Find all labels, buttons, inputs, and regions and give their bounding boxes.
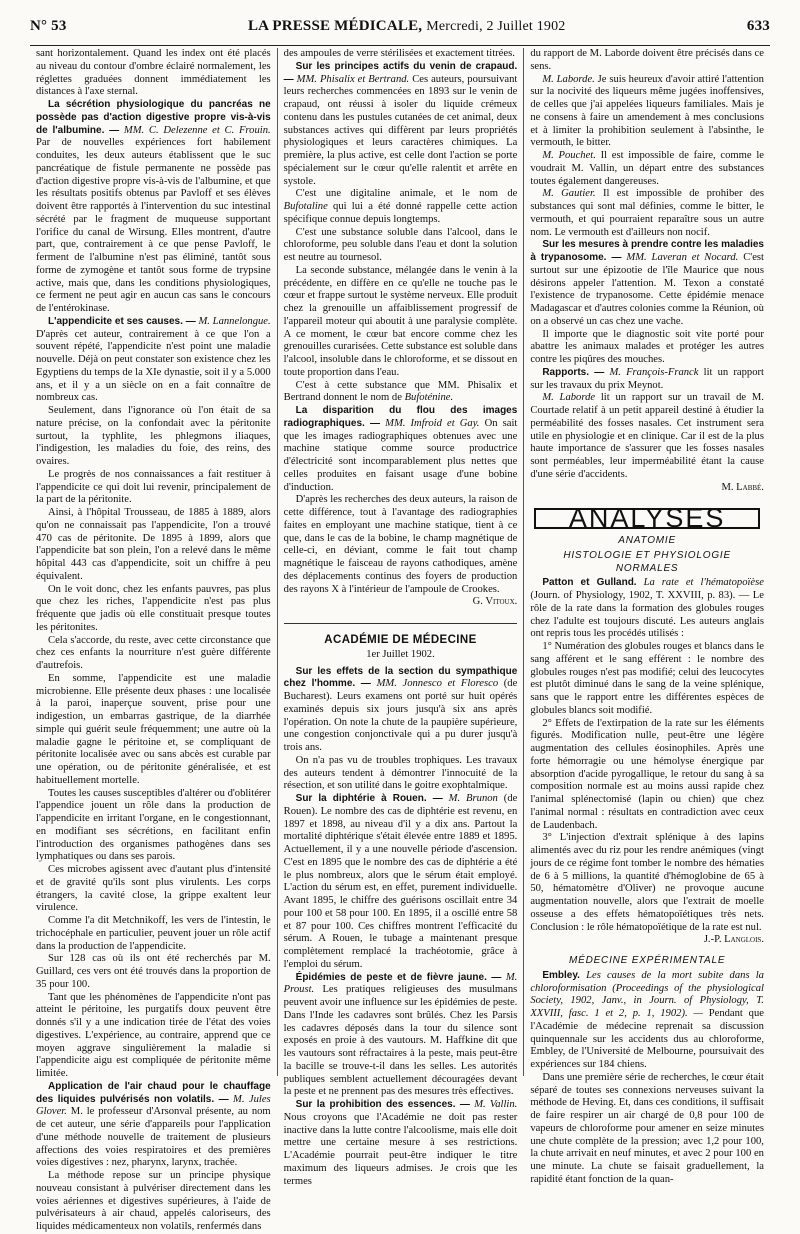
paragraph bbox=[36, 316, 271, 405]
paragraph bbox=[284, 405, 518, 494]
signature: G. Vitoux. bbox=[472, 596, 518, 608]
paragraph bbox=[530, 188, 764, 239]
paragraph: Ces microbes agissent avec d'autant plus d'intensité et de gravité qu'ils sont plus virulents. Les corps étrangers, la cavité close, la grippe exaltent leur virulence. bbox=[36, 864, 271, 914]
paragraph: D'après les recherches des deux auteurs, la raison de cette différence, tout à l'avantage des radiographies faites en employant une machine statique, tient à ce que, dans le cas de la bobine, le champ magnétique de celle-ci, en déviant, comme le fait tout champ magnétique le faisceau de rayons cathodiques, amène des déplacements continus des foyers de production des rayons X à l'intérieur de l'ampoule de Crookes. bbox=[283, 494, 518, 595]
article-authors: M. Vallin. bbox=[474, 1099, 518, 1110]
session-date: 1er Juillet 1902. bbox=[366, 648, 435, 660]
article-heading: Patton et Gulland. bbox=[542, 577, 637, 589]
paragraph: Dans une première série de recherches, le cœur était séparé de toutes ses connexions nerveuses suivant la méthode de Heving. Et, dans ces conditions, il suffisait de faire respirer un air chargé de 0,8 pour 100 de vapeurs de chloroforme pour amener en seize minutes une chute complète de la pression; avec 1,2 pour 100, la chute arrivait en neuf minutes, et avec 2 pour 100 en une minute. La chute se faisait graduellement, la rapidité étant fonction de la quan- bbox=[530, 1071, 764, 1185]
paragraph bbox=[284, 793, 518, 972]
article-authors: M. Jules Glover. bbox=[36, 1093, 271, 1118]
paragraph bbox=[530, 150, 764, 188]
paragraph: Toutes les causes susceptibles d'altérer ou d'oblitérer l'appendice jouent un rôle dans la production de l'appendicite en irritant l'organe, en le congestionnant, en modifiant ses sécrétions, en facilitant enfin l'introduction des organismes pathogènes dans ses lymphatiques ou dans ses parois. bbox=[36, 787, 271, 863]
speaker: M. Laborde. bbox=[542, 73, 595, 85]
subsection-medecine-experimentale: MÉDECINE EXPÉRIMENTALE bbox=[568, 955, 726, 966]
paragraph: En somme, l'appendicite est une maladie microbienne. Elle présente deux phases : une localisée à la paroi, inaperçue souvent, prise pour une indigestion, un embarras gastrique, de la diarrhée simple qui guérit seule fréquemment; une autre où la maladie gagne le péritoine et, se compliquant de péritonite localisée avec ou sans abcès est curable par une opération, ou de péritonite généralisée, et est habituellement mortelle. bbox=[36, 672, 271, 786]
paragraph-text: Le rôle de la rate dans la formation des globules rouges chez l'adulte est toujours discuté. Les auteurs anglais ont repris tous les procédés utilisés : bbox=[530, 590, 764, 640]
reference: (Journ. of Physiology, 1902, T. XXVIII, p. 83). — bbox=[530, 590, 750, 601]
article-heading: Sur la prohibition des essences. — bbox=[295, 1099, 470, 1110]
paragraph: On le voit donc, chez les enfants pauvres, pas plus que chez les riches, l'appendicite n'est pas plus fréquente que jadis où elle constituait presque toutes les péritonites. bbox=[36, 583, 271, 633]
article-authors: MM. Phisalix et Bertrand. bbox=[296, 73, 410, 85]
paragraph-text: Pendant que l'Académie de médecine reprenait sa discussion quinquennale sur les accidents dus au chloroforme, Embley, de l'Université de Melbourne, poursuivait des expériences sur 184 chiens. bbox=[530, 1008, 764, 1070]
paragraph bbox=[284, 666, 518, 755]
article-authors: M. Brunon bbox=[448, 793, 498, 804]
italic-term: Bufotaline bbox=[283, 201, 328, 212]
article-heading: La disparition du flou des images radiographiques. — bbox=[283, 405, 518, 429]
paragraph: Sur 128 cas où ils ont été recherchés par M. Guillard, ces vers ont été trouvés dans la proportion de 35 pour 100. bbox=[36, 953, 271, 990]
paragraph-text: Il est impossible de faire, comme le voudrait M. Vallin, un départ entre des substances toutes également dangereuses. bbox=[530, 150, 764, 187]
column-2 bbox=[277, 48, 524, 1187]
speaker: M. Pouchet. bbox=[542, 150, 596, 161]
page-number: 633 bbox=[746, 18, 770, 34]
journal-title-line bbox=[248, 18, 566, 35]
article-heading: Sur les mesures à prendre contre les maladies à trypanosome. — bbox=[530, 239, 764, 263]
speaker: M. Gautier. bbox=[542, 188, 596, 200]
paragraph bbox=[530, 239, 764, 328]
signature: M. Labbé. bbox=[721, 481, 764, 493]
paragraph-text: Ces auteurs, poursuivant leurs recherches commencées en 1893 sur le venin de crapaud, ont réussi à isoler du liquide crémeux contenu dans les pustules cutanées de cet animal, deux substances actives qui diffèrent par leurs propriétés physiologiques et leurs caractères chimiques. La première, la plus active, est celle dont l'action se porte spécialement sur le cœur qu'elle ralentit et arrête en systole. bbox=[283, 73, 518, 187]
paragraph: Cela s'accorde, du reste, avec cette circonstance que chez ces enfants la nourriture n'est guère différente d'autrefois. bbox=[36, 634, 271, 671]
paragraph-text: (de Bucharest). Leurs examens ont porté sur huit opérés examinés depuis six jours jusqu'à six ans après l'opération. On note la chute de la paupière supérieure, une congestion conjonctivale qui a pu durer jusqu'à trois ans. bbox=[283, 678, 518, 753]
analyses-banner: ANALYSES bbox=[534, 508, 760, 529]
paragraph: On n'a pas vu de troubles trophiques. Les travaux des auteurs tendent à démontrer l'innocuité de la résection, et son utilité dans le goitre exophtalmique. bbox=[283, 754, 518, 792]
paragraph: Il importe que le diagnostic soit vite porté pour abattre les animaux malades et protéger les autres contre les piqûres des mouches. bbox=[530, 328, 764, 365]
paragraph bbox=[36, 99, 271, 316]
paragraph-text: Nous croyons que l'Académie ne doit pas rester inactive dans la lutte contre l'alcoolisme, mais elle doit mettre une certaine mesure à ses restrictions. L'Académie pourrait peut-être indiquer le titre maximum des liqueurs admises. Je crois que les termes bbox=[283, 1111, 518, 1187]
paragraph bbox=[284, 61, 518, 189]
paragraph-text: C'est à cette substance que MM. Phisalix et Bertrand donnent le nom de bbox=[283, 379, 518, 404]
paragraph bbox=[284, 1099, 518, 1188]
subsection-anatomie: ANATOMIE bbox=[618, 535, 676, 546]
issue-number: N° 53 bbox=[30, 18, 67, 34]
paragraph bbox=[284, 972, 518, 1100]
paragraph: C'est une substance soluble dans l'alcool, dans le chloroforme, peu soluble dans l'eau et dont la solution est neutre au tournesol. bbox=[283, 226, 518, 263]
italic-term: Bufoténine. bbox=[404, 392, 454, 404]
signature: J.-P. Langlois. bbox=[703, 934, 764, 946]
paragraph: Ainsi, à l'hôpital Trousseau, de 1885 à 1889, alors qu'on ne connaissait pas l'appendicite, l'on a trouvé 470 cas de péritonite. De 1895 à 1899, alors que l'appendicite bat son plein, l'on a relevé dans le même hôpital 443 cas d'appendicite, soit un chiffre à peu équivalent. bbox=[36, 507, 271, 582]
column-1 bbox=[30, 48, 277, 1232]
paragraph: Tant que les phénomènes de l'appendicite n'ont pas atteint le péritoine, les purgatifs doux peuvent être donnés s'il y a une indication tirée de l'état des voies digestives. L'expérience, au contraire, apprend que ce moyen aggrave singulièrement la maladie si l'appendicite aigu est compliquée de péritonite même limitée. bbox=[36, 991, 271, 1079]
paragraph bbox=[530, 577, 764, 641]
paragraph: des ampoules de verre stérilisées et exactement titrées. bbox=[283, 48, 515, 59]
paragraph-text: Il est impossible de prohiber des substances qui sont mal définies, comme le bitter, le vermouth, et qui pourraient reparaître sous un autre nom. Le vermouth est d'ailleurs non nocif. bbox=[530, 188, 764, 238]
article-heading: Sur les principes actifs du venin de crapaud. — bbox=[283, 60, 518, 85]
paragraph-text: (de Rouen). Le nombre des cas de diphtérie est revenu, en 1897 et 1898, au niveau d'il y a dix ans. Partout la mortalité diphtérique s'était élevée entre 1889 et 1895. Actuellement, il y a une nouvelle période d'ascension. C'est en 1895 que le nombre des cas de diphtérie a été le plus nombreux, alors que le sérum était employé. L'action du sérum est, en effet, purement individuelle. Avant 1895, le chiffre des guérisons oscillait entre 34 pour 100 et 58 pour 100. En 1895, il a oscillé entre 58 et 87 pour 100. Ces chiffres montrent l'efficacité du sérum. A Rouen, le tubage a maintenant presque complètement remplacé la trachéotomie, grâce à l'emploi du sérum. bbox=[283, 793, 518, 970]
paragraph-text: Par de nouvelles expériences fort habilement conduites, les deux auteurs établissent que le suc pancréatique de fistule permanente ne possède pas d'action digestive propre vis-à-vis de l'albumine, et que les résultats positifs obtenus par Pavloff et ses élèves doivent être rapportés à l'intervention du suc intestinal sécrété par le fragment de muqueuse supportant l'orifice du canal de Wirsung. Elles montrent, d'autre part, que, contrairement à ce que pense Pavloff, le ferment de l'albumine n'est pas éliminé, tantôt sous forme de zymogène et tantôt sous forme de trypsine active, mais que, dans les conditions physiologiques, ce ferment ne peut agir en aucun cas sans le concours de l'entérokinase. bbox=[36, 137, 271, 314]
article-authors: M. François-Franck bbox=[609, 366, 699, 378]
article-authors: M. Proust. bbox=[283, 971, 518, 996]
paragraph: Le progrès de nos connaissances a fait restituer à l'appendicite ce qui doit lui revenir, principalement de la part de la péritonite. bbox=[36, 468, 271, 506]
running-head bbox=[30, 18, 770, 46]
journal-title: LA PRESSE MÉDICALE, bbox=[247, 18, 423, 34]
article-authors: M. Lannelongue. bbox=[198, 315, 271, 327]
paragraph bbox=[530, 392, 764, 481]
paragraph: Comme l'a dit Metchnikoff, les vers de l'intestin, le trichocéphale en particulier, peuvent jouer un rôle actif dans la production de l'appendicite. bbox=[36, 915, 271, 952]
paragraph-text: C'est une digitaline animale, et le nom de bbox=[295, 188, 518, 200]
paragraph: du rapport de M. Laborde doivent être précisés dans ce sens. bbox=[530, 48, 764, 72]
article-heading: Rapports. — bbox=[542, 366, 605, 378]
article-title: Les causes de la mort subite dans la chloroformisation bbox=[530, 969, 764, 994]
section-heading-academie: ACADÉMIE DE MÉDECINE bbox=[284, 623, 518, 647]
paragraph bbox=[284, 380, 518, 406]
columns bbox=[30, 48, 770, 1232]
paragraph bbox=[36, 1081, 271, 1170]
paragraph: La seconde substance, mélangée dans le venin à la précédente, en diffère en ce qu'elle ne touche pas le cœur et frappe surtout le système nerveux. Elle produit chez la grenouille un affaiblissement progressif de l'appareil moteur qui aboutit à une paralysie complète. A ce moment, le cœur bat encore comme chez les grenouilles curarisées. Cette substance est soluble dans l'alcool, insoluble dans le chloroforme, et se dissout en toute proportion dans l'eau. bbox=[283, 264, 518, 378]
paragraph-text: Je suis heureux d'avoir attiré l'attention sur la nocivité des liqueurs même jugées inoffensives, de celles que j'ai appelées liqueurs familiales. Mais je ne consens à faire un amendement à mes conclusions et à limiter la prohibition seulement à l'absinthe, le vermouth, le bitter. bbox=[530, 73, 764, 149]
article-heading: Application de l'air chaud pour le chauffage des liquides pulvérisés non volatils. — bbox=[36, 1080, 271, 1105]
paragraph bbox=[530, 970, 764, 1072]
paragraph-text: C'est surtout sur une épizootie de l'île Maurice que nous désirons appeler l'attention. M. Texon a constaté l'existence de trypanosome. Cette épidémie menace Madagascar et d'autres colonies comme la Réunion, où on a observé un cas chez une vache. bbox=[530, 252, 764, 327]
paragraph bbox=[530, 74, 764, 151]
article-heading: Sur les effets de la section du sympathique chez l'homme. — bbox=[283, 665, 518, 690]
paragraph-text: qui lui a été donné rappelle cette action spécifique connue depuis longtemps. bbox=[283, 201, 518, 225]
speaker: M. Laborde bbox=[542, 392, 596, 404]
article-heading: Épidémies de peste et de fièvre jaune. — bbox=[295, 971, 502, 983]
article-heading: Embley. bbox=[542, 969, 580, 981]
paragraph: 2° Effets de l'extirpation de la rate sur les éléments figurés. Modification nulle, peut-être une légère augmentation des cellules éosinophiles. Après une forte hémorragie ou une hémolyse énergique par absorption d'acide pyrogallique, le retour du sang à sa composition normale est au moins aussi rapide chez l'animal splénectomisé (lapin ou chien) que chez l'animal normal : résultats en contradiction avec ceux de Laudenbach. bbox=[530, 717, 764, 831]
paragraph-text: M. le professeur d'Arsonval présente, au nom de cet auteur, une série d'appareils pour l'application d'une méthode nouvelle de traitement de plusieurs affections des voies respiratoires et des premières voies digestives : nez, pharynx, larynx, trachée. bbox=[36, 1106, 271, 1169]
article-title: La rate et l'hématopoïèse bbox=[643, 577, 764, 589]
paragraph: Seulement, dans l'ignorance où l'on était de sa nature précise, on la confondait avec la péritonite surtout, la typhlite, les phlegmons iliaques, l'indigestion, les maladies du foie, des reins, des ovaires. bbox=[36, 405, 271, 467]
article-authors: MM. Laveran et Nocard. bbox=[626, 252, 739, 263]
paragraph-text: lit un rapport sur un travail de M. Courtade relatif à un petit appareil destiné à étudier la perméabilité des fosses nasales. Cet instrument sera utile en physiologie et en clinique. Car il est de la plus haute importance de s'assurer que les fosses nasales sont perméables, leur imperméabilité étant la cause d'une série d'accidents. bbox=[530, 392, 764, 480]
paragraph-text: On sait que les images radiographiques obtenues avec une machine statique comme source productrice d'électricité sont incomparablement plus nettes que celles produites en faisant usage d'une bobine d'induction. bbox=[283, 417, 518, 493]
article-authors: MM. Jonnesco et Floresco bbox=[376, 678, 499, 690]
paragraph-text: lit un rapport sur les travaux du prix Meynot. bbox=[530, 366, 764, 391]
article-heading: Sur la diphtérie à Rouen. — bbox=[295, 793, 443, 804]
paragraph-text: D'après cet auteur, contrairement à ce que l'on a souvent répété, l'appendicite n'est point une maladie nouvelle. Déjà on peut constater son existence chez les Egyptiens du temps de la XIe dynastie, soit il y a 5.000 ans, et il y a un siècle on en a fait connaître de nombreux cas. bbox=[36, 328, 271, 404]
article-heading: L'appendicite et ses causes. — bbox=[48, 315, 196, 327]
issue-date: Mercredi, 2 Juillet 1902 bbox=[426, 19, 566, 34]
article-heading: La sécrétion physiologique du pancréas ne possède pas d'action digestive propre vis-à-vis de l'albumine. — bbox=[36, 99, 271, 136]
paragraph: 1° Numération des globules rouges et blancs dans le sang afférent et le sang efférent : le nombre des globules rouges n'est pas modifié; celui des leucocytes est plutôt diminué dans le sang de la veine splénique, sans que le rapport entre les différentes espèces de globules blancs soit modifié. bbox=[530, 641, 764, 716]
paragraph: La méthode repose sur un principe physique nouveau consistant à pulvériser directement dans les voies aériennes et digestives supérieures, à l'aide de pulvérisateurs à air chaud, appelés caloriseurs, des liquides médicamenteux non volatils, renfermés dans bbox=[36, 1170, 271, 1232]
paragraph bbox=[284, 188, 518, 226]
article-authors: MM. Imfroid et Gay. bbox=[385, 417, 480, 429]
article-authors: MM. C. Delezenne et C. Frouin. bbox=[123, 124, 271, 136]
paragraph-text: Les pratiques religieuses des musulmans peuvent avoir une influence sur les épidémies de peste. Dans l'Inde les cadavres sont brûlés. Chez les Parsis les cadavres déposés dans la tour du silence sont exposés en proie à des vautours. M. Haffkine dit que les vautours sont réfractaires à la peste, mais peut-être la bacille se trouve-t-il dans les selles. Les autorités publiques semblent actuellement découragées devant la peste et ne prennent pas des mesures très effectives. bbox=[283, 984, 518, 1098]
paragraph: sant horizontalement. Quand les index ont été placés au niveau du contour d'ombre éclairé normalement, les réglettes graduées donnent immédiatement les distances à l'axe sternal. bbox=[36, 48, 271, 98]
column-3 bbox=[523, 48, 770, 1185]
reference: (Proceedings of the physiological Society, 1902, Janv., in Journ. of Physiology, T. XXVIII, fasc. 1 et 2, p. 1, 1902). — bbox=[530, 982, 764, 1019]
subsection-histologie: HISTOLOGIE ET PHYSIOLOGIE NORMALES bbox=[563, 549, 731, 574]
paragraph bbox=[530, 367, 764, 393]
paragraph: 3° L'injection d'extrait splénique à des lapins alimentés avec du riz pour les rendre anémiques (vingt jours de ce régime font tomber le nombre des hématies de 6 à 5 millions, la quantité d'hémoglobine de 65 à 50, hématomètre d'Oliver) ne provoque aucune augmentation nouvelle, alors que l'extrait de moelle osseuse a des effets hématopoïétiques très nets. Conclusion : le rôle hématopoïétique de la rate est nul. bbox=[530, 832, 764, 933]
